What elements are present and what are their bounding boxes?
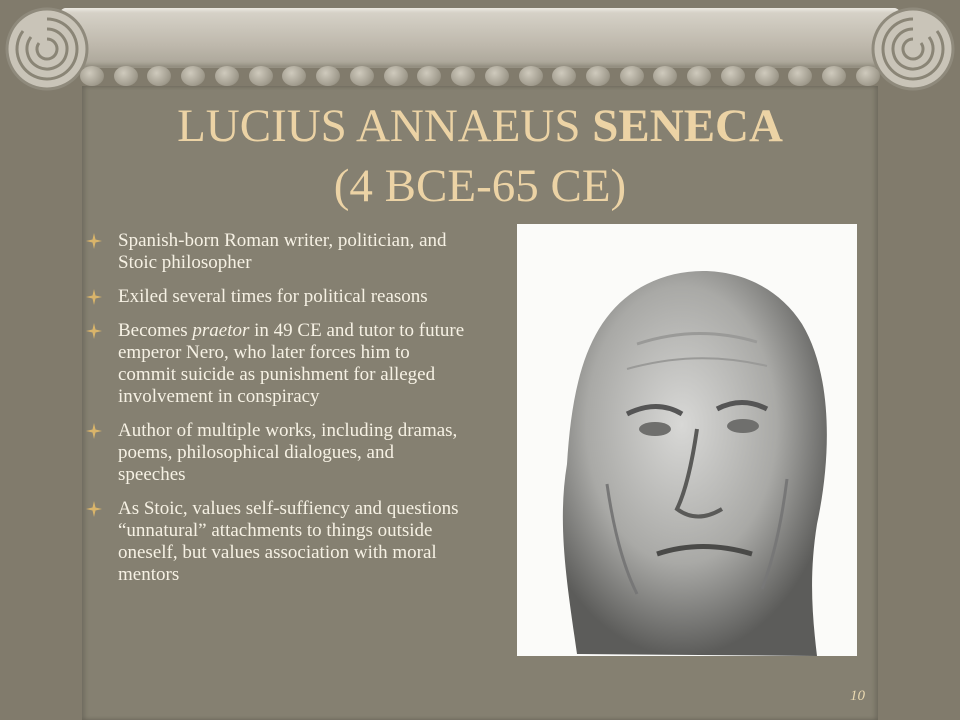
- star-bullet-icon: [86, 289, 102, 305]
- star-bullet-icon: [86, 501, 102, 517]
- bullet-item: [86, 420, 466, 486]
- title-line1-bold: SENECA: [592, 100, 783, 152]
- star-bullet-icon: [86, 233, 102, 249]
- star-bullet-icon: [86, 423, 102, 439]
- bullet-item: [86, 320, 466, 408]
- volute-scroll-icon: [2, 4, 92, 94]
- bust-portrait-icon: [517, 224, 857, 656]
- bullet-text: Exiled several times for political reasons: [118, 286, 428, 307]
- bullet-item: [86, 498, 466, 586]
- volute-scroll-icon: [868, 4, 958, 94]
- page-number: 10: [850, 688, 865, 704]
- bullet-text: As Stoic, values self-suffiency and questions “unnatural” attachments to things outside oneself, but values association with moral mentors: [118, 498, 459, 585]
- bead-molding: [80, 66, 880, 88]
- title-line2: (4 BCE-65 CE): [333, 160, 627, 212]
- portrait-image: [517, 224, 857, 656]
- title-line1-prefix: LUCIUS ANNAEUS: [177, 100, 593, 152]
- bullet-text: Author of multiple works, including dramas, poems, philosophical dialogues, and speeches: [118, 420, 458, 485]
- bullet-text-after: in 49 CE and tutor to future emperor Nero, who later forces him to commit suicide as punishment for alleged involvement in conspiracy: [118, 320, 465, 407]
- column-capital: [60, 8, 900, 68]
- bullet-text: Spanish-born Roman writer, politician, and Stoic philosopher: [118, 230, 447, 273]
- bullet-item: [86, 230, 466, 274]
- bullet-text-before: Becomes: [118, 320, 193, 341]
- bullet-text-italic: praetor: [192, 320, 250, 341]
- bullet-list: [86, 230, 466, 598]
- slide-title: [82, 96, 878, 216]
- star-bullet-icon: [86, 323, 102, 339]
- bullet-item: [86, 286, 466, 308]
